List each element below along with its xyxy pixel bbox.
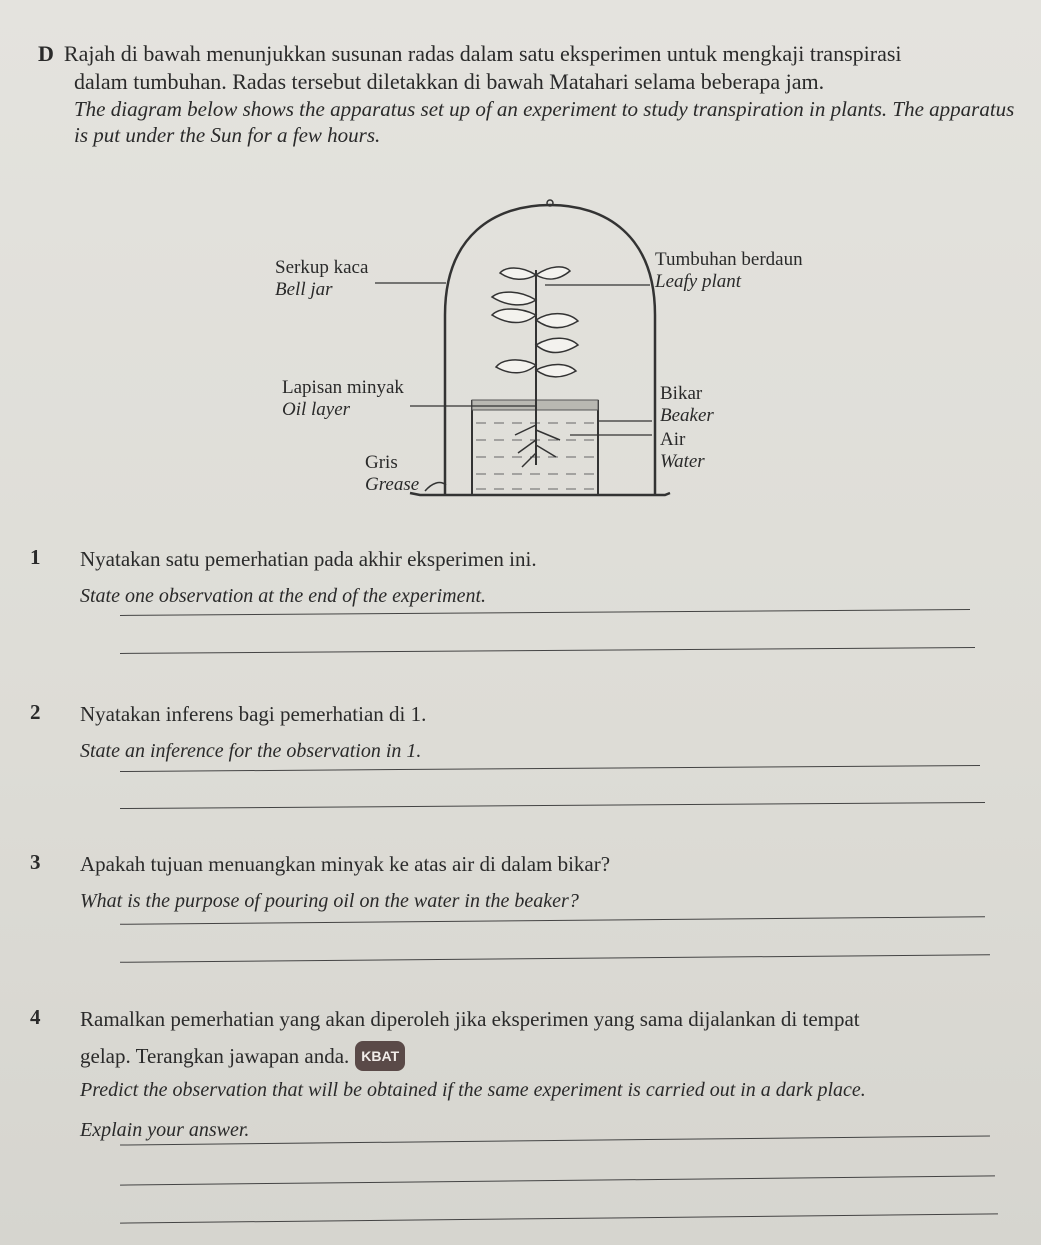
label-grease: Gris Grease bbox=[365, 452, 420, 495]
question-number: 3 bbox=[30, 850, 41, 874]
answer-line[interactable] bbox=[120, 916, 985, 925]
question-4 bbox=[30, 1005, 1000, 1143]
intro-en-line1: The diagram below shows the apparatus set up of an experiment to study transpiration in plants. The apparatus bbox=[74, 97, 1015, 121]
plant-roots bbox=[515, 425, 560, 467]
answer-line[interactable] bbox=[120, 802, 985, 809]
intro-text bbox=[38, 40, 1028, 148]
question-ms-line1: Ramalkan pemerhatian yang akan diperoleh jika eksperimen yang sama dijalankan di tempat bbox=[80, 1007, 860, 1031]
label-water: Air Water bbox=[660, 429, 705, 472]
answer-line[interactable] bbox=[120, 647, 975, 654]
apparatus-drawing bbox=[260, 195, 860, 515]
question-en-line2: Explain your answer. bbox=[80, 1119, 250, 1141]
base bbox=[410, 493, 670, 495]
apparatus-diagram bbox=[260, 195, 860, 515]
label-beaker: Bikar Beaker bbox=[660, 383, 714, 426]
grease-mark bbox=[425, 483, 446, 491]
question-ms: Apakah tujuan menuangkan minyak ke atas air di dalam bikar? bbox=[80, 852, 611, 876]
answer-line[interactable] bbox=[120, 1175, 995, 1185]
answer-line[interactable] bbox=[120, 954, 990, 963]
question-en-line1: Predict the observation that will be obtained if the same experiment is carried out in a dark place. bbox=[80, 1079, 866, 1101]
question-2 bbox=[30, 700, 1000, 764]
question-number: 2 bbox=[30, 700, 41, 724]
answer-line[interactable] bbox=[120, 609, 970, 616]
question-en: State an inference for the observation in 1. bbox=[80, 740, 422, 762]
question-number: 1 bbox=[30, 545, 41, 569]
question-1 bbox=[30, 545, 1000, 609]
question-ms-line2: gelap. Terangkan jawapan anda. KBAT bbox=[80, 1041, 1000, 1071]
label-oil-layer: Lapisan minyak Oil layer bbox=[282, 377, 404, 420]
label-bell-jar: Serkup kaca Bell jar bbox=[275, 257, 369, 300]
question-number: 4 bbox=[30, 1005, 41, 1029]
intro-ms-line2: dalam tumbuhan. Radas tersebut diletakkan di bawah Matahari selama beberapa jam. bbox=[74, 69, 825, 94]
answer-line[interactable] bbox=[120, 1213, 998, 1223]
label-leafy-plant: Tumbuhan berdaun Leafy plant bbox=[655, 249, 803, 292]
question-ms: Nyatakan satu pemerhatian pada akhir eksperimen ini. bbox=[80, 547, 537, 571]
question-ms: Nyatakan inferens bagi pemerhatian di 1. bbox=[80, 702, 427, 726]
kbat-badge: KBAT bbox=[355, 1041, 405, 1071]
section-label: D bbox=[38, 41, 54, 66]
answer-line[interactable] bbox=[120, 765, 980, 772]
question-3 bbox=[30, 850, 1000, 914]
question-en: State one observation at the end of the experiment. bbox=[80, 585, 487, 607]
question-en: What is the purpose of pouring oil on the water in the beaker? bbox=[80, 890, 579, 912]
pointer-lines bbox=[375, 283, 652, 435]
intro-en-line2: is put under the Sun for a few hours. bbox=[74, 123, 381, 147]
intro-ms-line1: D Rajah di bawah menunjukkan susunan radas dalam satu eksperimen untuk mengkaji transpirasi bbox=[38, 41, 902, 66]
